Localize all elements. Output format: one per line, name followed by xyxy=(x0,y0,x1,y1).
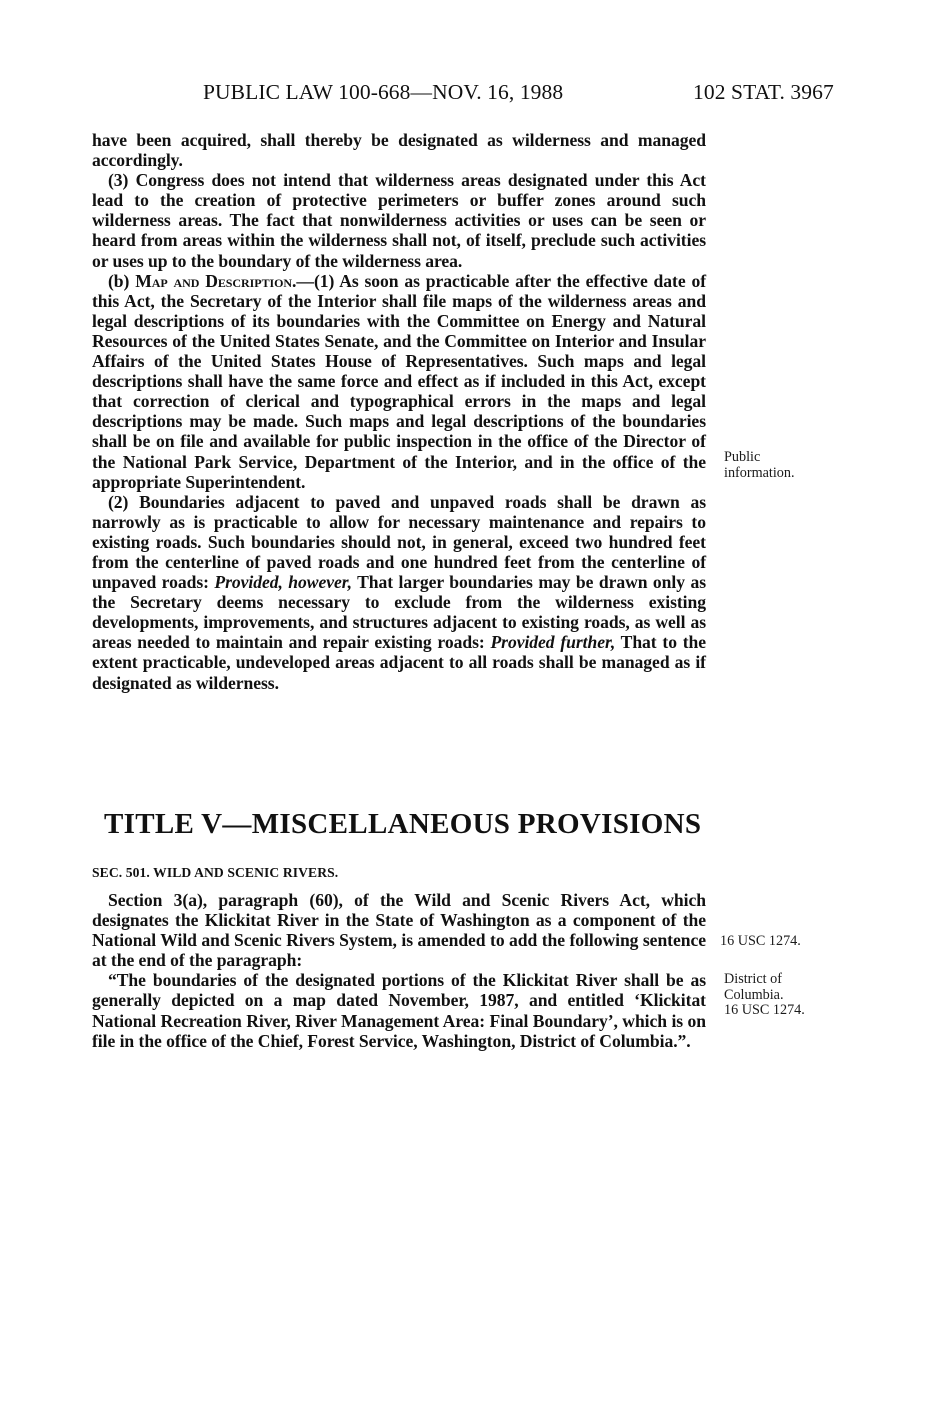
margin-note-line: Public xyxy=(724,449,761,465)
title-heading: TITLE V—MISCELLANEOUS PROVISIONS xyxy=(104,808,702,840)
section-501-heading: SEC. 501. WILD AND SCENIC RIVERS. xyxy=(92,865,339,880)
running-header xyxy=(0,80,946,110)
margin-note-public-information xyxy=(724,450,795,481)
margin-note-line: information. xyxy=(724,464,795,481)
continuation-paragraph: have been acquired, shall thereby be designated as wilderness and managed accordingly. xyxy=(92,130,706,171)
margin-note-line: Columbia. xyxy=(724,986,784,1003)
margin-note-usc-citation xyxy=(720,934,801,950)
subsection-b-heading: Map and Description xyxy=(135,270,293,291)
paragraph-2-text-a: (2) Boundaries adjacent to paved and unpaved roads shall be drawn as narrowly as is practicable to allow for necessary maintenance and repairs to existing roads. Such boundaries should not, in general, exceed two hundred feet from the centerline of paved roads and one hundred feet from the centerline of unpaved roads: xyxy=(92,491,706,593)
section-501-paragraph-1: Section 3(a), paragraph (60), of the Wild and Scenic Rivers Act, which designates the Klickitat River in the State of Washington as a component of the National Wild and Scenic Rivers System, is amended to add the following sentence at the end of the paragraph: xyxy=(92,890,706,971)
margin-note-line: 16 USC 1274. xyxy=(720,933,801,949)
subsection-b-label: (b) xyxy=(108,270,136,291)
section-501-paragraph-2: “The boundaries of the designated portions of the Klickitat River shall be as generally depicted on a map dated November, 1987, and entitled ‘Klickitat National Recreation River, River Management Area: Final Boundary’, which is on file in the office of the Chief, Forest Service, Washington, District of Columbia.”. xyxy=(92,970,706,1051)
paragraph-3: (3) Congress does not intend that wilderness areas designated under this Act lead to the creation of protective perimeters or buffer zones around such wilderness areas. The fact that nonwilderness activities or uses can be seen or heard from areas within the wilderness shall not, of itself, preclude such activities or uses up to the boundary of the wilderness area. xyxy=(92,170,706,271)
body-text-section-501 xyxy=(92,890,706,1051)
subsection-b-heading-dash: .— xyxy=(292,270,314,291)
public-law-citation: PUBLIC LAW 100-668—NOV. 16, 1988 xyxy=(203,80,564,104)
margin-note-district-of-columbia xyxy=(724,972,805,1019)
proviso-further: Provided further, xyxy=(490,632,616,653)
paragraph-2-text-b: That larger boundaries may be drawn only as the Secretary deems necessary to exclude from the wilderness existing developments, improvements, and structures adjacent to existing roads, as well as areas needed to maintain and repair existing roads: xyxy=(92,572,707,653)
margin-note-line: 16 USC 1274. xyxy=(724,1002,805,1019)
proviso-however: Provided, however, xyxy=(214,572,352,593)
paragraph-2-text-c: That to the extent practicable, undeveloped areas adjacent to all roads shall be managed as if designated as wilderness. xyxy=(92,632,707,693)
body-text-top xyxy=(92,130,706,693)
subsection-b-paragraph-1 xyxy=(92,271,706,492)
margin-note-line: District of xyxy=(724,971,782,987)
subsection-b-paragraph-1-text: (1) As soon as practicable after the effective date of this Act, the Secretary of the Interior shall file maps of the wilderness areas and legal descriptions of its boundaries with the Committee on Energy and Natural Resources of the United States Senate, and the Committee on Interior and Insular Affairs of the United States House of Representatives. Such maps and legal descriptions shall have the same force and effect as if included in this Act, except that correction of clerical and typographical errors in the maps and legal descriptions may be made. Such maps and legal descriptions of the boundaries shall be on file and available for public inspection in the office of the Director of the National Park Service, Department of the Interior, and in the office of the appropriate Superintendent. xyxy=(92,270,706,492)
subsection-b-paragraph-2 xyxy=(92,492,706,693)
statute-page-number: 102 STAT. 3967 xyxy=(693,80,834,104)
